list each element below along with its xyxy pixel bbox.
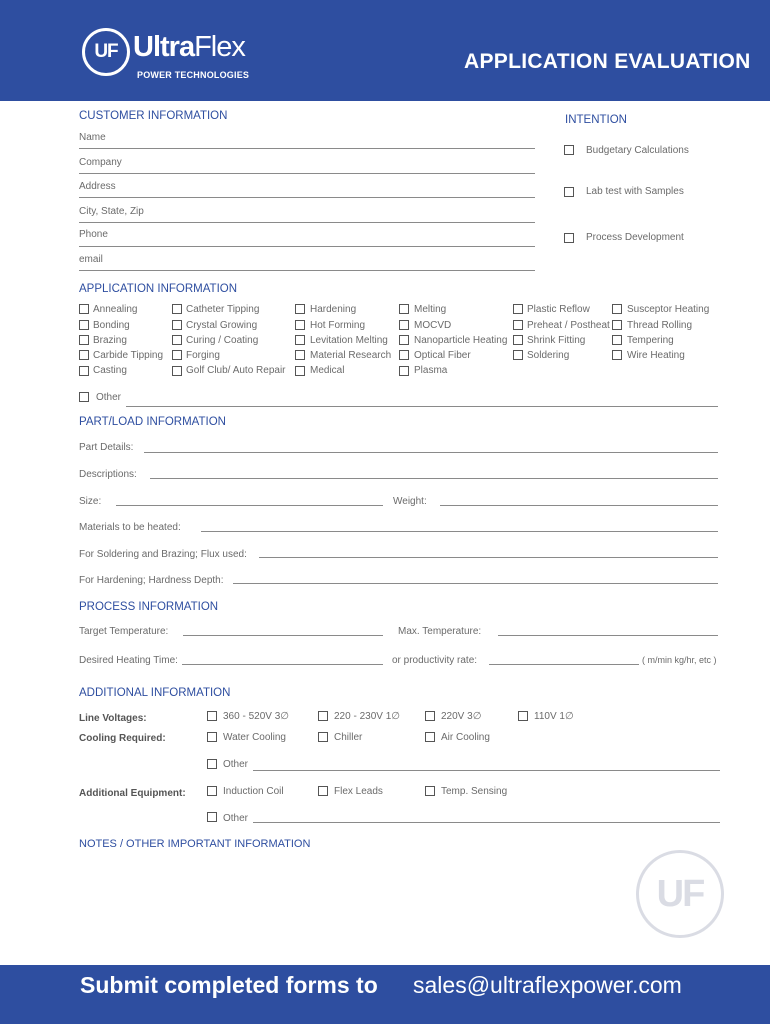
- additional-info-heading: ADDITIONAL INFORMATION: [79, 687, 231, 699]
- descriptions-label: Descriptions:: [79, 469, 137, 480]
- materials-label: Materials to be heated:: [79, 522, 181, 533]
- brand-subtitle: POWER TECHNOLOGIES: [137, 70, 250, 80]
- curing-coating-checkbox[interactable]: [172, 335, 182, 345]
- flux-label: For Soldering and Brazing; Flux used:: [79, 549, 247, 560]
- city-state-zip-field[interactable]: [79, 222, 535, 223]
- carbide-tipping-label: Carbide Tipping: [93, 350, 164, 361]
- brand-name-light: Flex: [194, 31, 245, 63]
- equipment-other-label: Other: [223, 813, 249, 824]
- voltage-110-label: 110V 1∅: [534, 711, 574, 722]
- company-label: Company: [79, 157, 122, 168]
- company-field[interactable]: [79, 173, 535, 174]
- plastic-reflow-label: Plastic Reflow: [527, 304, 590, 315]
- cooling-required-label: Cooling Required:: [79, 733, 166, 744]
- plasma-checkbox[interactable]: [399, 366, 409, 376]
- customer-info-heading: CUSTOMER INFORMATION: [79, 110, 228, 122]
- wire-heating-label: Wire Heating: [627, 350, 685, 361]
- cooling-other-label: Other: [223, 759, 249, 770]
- process-development-label: Process Development: [586, 232, 684, 243]
- crystal-growing-label: Crystal Growing: [186, 320, 258, 331]
- hot-forming-label: Hot Forming: [310, 320, 366, 331]
- curing-coating-label: Curing / Coating: [186, 335, 259, 346]
- voltage-220-3ph-label: 220V 3∅: [441, 711, 482, 722]
- notes-area[interactable]: [79, 856, 619, 956]
- voltage-220-230-checkbox[interactable]: [318, 711, 328, 721]
- melting-checkbox[interactable]: [399, 304, 409, 314]
- part-details-field[interactable]: [144, 452, 718, 453]
- document-title: APPLICATION EVALUATION: [464, 50, 751, 73]
- heating-time-field[interactable]: [182, 664, 383, 665]
- medical-label: Medical: [310, 365, 345, 376]
- voltage-110-checkbox[interactable]: [518, 711, 528, 721]
- air-cooling-checkbox[interactable]: [425, 732, 435, 742]
- size-field[interactable]: [116, 505, 383, 506]
- flux-field[interactable]: [259, 557, 718, 558]
- optical-fiber-checkbox[interactable]: [399, 350, 409, 360]
- voltage-360-520-checkbox[interactable]: [207, 711, 217, 721]
- wire-heating-checkbox[interactable]: [612, 350, 622, 360]
- levitation-melting-label: Levitation Melting: [310, 335, 388, 346]
- plastic-reflow-checkbox[interactable]: [513, 304, 523, 314]
- material-research-label: Material Research: [310, 350, 392, 361]
- footer-submit-text: Submit completed forms to: [80, 972, 378, 998]
- hardening-label: Hardening: [310, 304, 357, 315]
- tempering-label: Tempering: [627, 335, 674, 346]
- medical-checkbox[interactable]: [295, 366, 305, 376]
- productivity-field[interactable]: [489, 664, 639, 665]
- address-field[interactable]: [79, 197, 535, 198]
- air-cooling-label: Air Cooling: [441, 732, 490, 743]
- tempering-checkbox[interactable]: [612, 335, 622, 345]
- hardness-field[interactable]: [233, 583, 718, 584]
- casting-checkbox[interactable]: [79, 366, 89, 376]
- max-temperature-field[interactable]: [498, 635, 718, 636]
- brand-name: [133, 31, 245, 64]
- hardening-checkbox[interactable]: [295, 304, 305, 314]
- email-label: email: [79, 254, 103, 265]
- carbide-tipping-checkbox[interactable]: [79, 350, 89, 360]
- plasma-label: Plasma: [414, 365, 448, 376]
- email-field[interactable]: [79, 270, 535, 271]
- descriptions-field[interactable]: [150, 478, 718, 479]
- casting-label: Casting: [93, 365, 127, 376]
- max-temperature-label: Max. Temperature:: [398, 626, 482, 637]
- chiller-checkbox[interactable]: [318, 732, 328, 742]
- temp-sensing-label: Temp. Sensing: [441, 786, 508, 797]
- bonding-checkbox[interactable]: [79, 320, 89, 330]
- voltage-220-3ph-checkbox[interactable]: [425, 711, 435, 721]
- part-load-heading: PART/LOAD INFORMATION: [79, 416, 226, 428]
- water-cooling-checkbox[interactable]: [207, 732, 217, 742]
- voltage-220-230-label: 220 - 230V 1∅: [334, 711, 400, 722]
- application-info-heading: APPLICATION INFORMATION: [79, 283, 238, 295]
- ultraflex-logo-mark: UF: [82, 28, 130, 76]
- phone-field[interactable]: [79, 246, 535, 247]
- application-other-label: Other: [96, 392, 122, 403]
- ultraflex-watermark-logo: UF: [636, 850, 724, 938]
- soldering-label: Soldering: [527, 350, 570, 361]
- shrink-fitting-checkbox[interactable]: [513, 335, 523, 345]
- levitation-melting-checkbox[interactable]: [295, 335, 305, 345]
- optical-fiber-label: Optical Fiber: [414, 350, 471, 361]
- weight-field[interactable]: [440, 505, 718, 506]
- cooling-other-checkbox[interactable]: [207, 759, 217, 769]
- brand-name-bold: Ultra: [133, 31, 195, 63]
- lab-test-checkbox[interactable]: [564, 187, 574, 197]
- material-research-checkbox[interactable]: [295, 350, 305, 360]
- crystal-growing-checkbox[interactable]: [172, 320, 182, 330]
- productivity-label: or productivity rate:: [392, 655, 478, 666]
- process-development-checkbox[interactable]: [564, 233, 574, 243]
- flex-leads-checkbox[interactable]: [318, 786, 328, 796]
- forging-label: Forging: [186, 350, 220, 361]
- equipment-other-checkbox[interactable]: [207, 812, 217, 822]
- voltage-360-520-label: 360 - 520V 3∅: [223, 711, 289, 722]
- process-info-heading: PROCESS INFORMATION: [79, 601, 219, 613]
- heating-time-label: Desired Heating Time:: [79, 655, 178, 666]
- phone-label: Phone: [79, 229, 108, 240]
- part-details-label: Part Details:: [79, 442, 134, 453]
- susceptor-heating-label: Susceptor Heating: [627, 304, 710, 315]
- induction-coil-checkbox[interactable]: [207, 786, 217, 796]
- budgetary-calculations-checkbox[interactable]: [564, 145, 574, 155]
- catheter-tipping-checkbox[interactable]: [172, 304, 182, 314]
- name-label: Name: [79, 132, 106, 143]
- target-temperature-field[interactable]: [183, 635, 383, 636]
- budgetary-calculations-label: Budgetary Calculations: [586, 145, 689, 156]
- golf-club-auto-repair-checkbox[interactable]: [172, 366, 182, 376]
- preheat-postheat-checkbox[interactable]: [513, 320, 523, 330]
- name-field[interactable]: [79, 148, 535, 149]
- nanoparticle-heating-label: Nanoparticle Heating: [414, 335, 508, 346]
- annealing-checkbox[interactable]: [79, 304, 89, 314]
- brazing-label: Brazing: [93, 335, 127, 346]
- mocvd-label: MOCVD: [414, 320, 452, 331]
- address-label: Address: [79, 181, 116, 192]
- application-other-checkbox[interactable]: [79, 392, 89, 402]
- equipment-other-field[interactable]: [253, 822, 720, 823]
- melting-label: Melting: [414, 304, 447, 315]
- intention-heading: INTENTION: [565, 114, 627, 126]
- soldering-checkbox[interactable]: [513, 350, 523, 360]
- cooling-other-field[interactable]: [253, 770, 720, 771]
- target-temperature-label: Target Temperature:: [79, 626, 169, 637]
- city-state-zip-label: City, State, Zip: [79, 206, 144, 217]
- materials-field[interactable]: [201, 531, 718, 532]
- thread-rolling-label: Thread Rolling: [627, 320, 693, 331]
- shrink-fitting-label: Shrink Fitting: [527, 335, 586, 346]
- catheter-tipping-label: Catheter Tipping: [186, 304, 260, 315]
- flex-leads-label: Flex Leads: [334, 786, 383, 797]
- bonding-label: Bonding: [93, 320, 130, 331]
- water-cooling-label: Water Cooling: [223, 732, 286, 743]
- line-voltages-label: Line Voltages:: [79, 713, 147, 724]
- size-label: Size:: [79, 496, 102, 507]
- hardness-label: For Hardening; Hardness Depth:: [79, 575, 224, 586]
- lab-test-label: Lab test with Samples: [586, 186, 684, 197]
- hot-forming-checkbox[interactable]: [295, 320, 305, 330]
- mocvd-checkbox[interactable]: [399, 320, 409, 330]
- notes-heading: NOTES / OTHER IMPORTANT INFORMATION: [79, 838, 311, 850]
- annealing-label: Annealing: [93, 304, 138, 315]
- application-other-field[interactable]: [126, 406, 718, 407]
- preheat-postheat-label: Preheat / Postheat: [527, 320, 610, 331]
- footer-email-link[interactable]: sales@ultraflexpower.com: [413, 972, 682, 998]
- brazing-checkbox[interactable]: [79, 335, 89, 345]
- weight-label: Weight:: [393, 496, 427, 507]
- golf-club-auto-repair-label: Golf Club/ Auto Repair: [186, 365, 286, 376]
- temp-sensing-checkbox[interactable]: [425, 786, 435, 796]
- chiller-label: Chiller: [334, 732, 363, 743]
- nanoparticle-heating-checkbox[interactable]: [399, 335, 409, 345]
- additional-equipment-label: Additional Equipment:: [79, 788, 186, 799]
- thread-rolling-checkbox[interactable]: [612, 320, 622, 330]
- susceptor-heating-checkbox[interactable]: [612, 304, 622, 314]
- forging-checkbox[interactable]: [172, 350, 182, 360]
- induction-coil-label: Induction Coil: [223, 786, 284, 797]
- productivity-units: ( m/min kg/hr, etc ): [642, 655, 717, 665]
